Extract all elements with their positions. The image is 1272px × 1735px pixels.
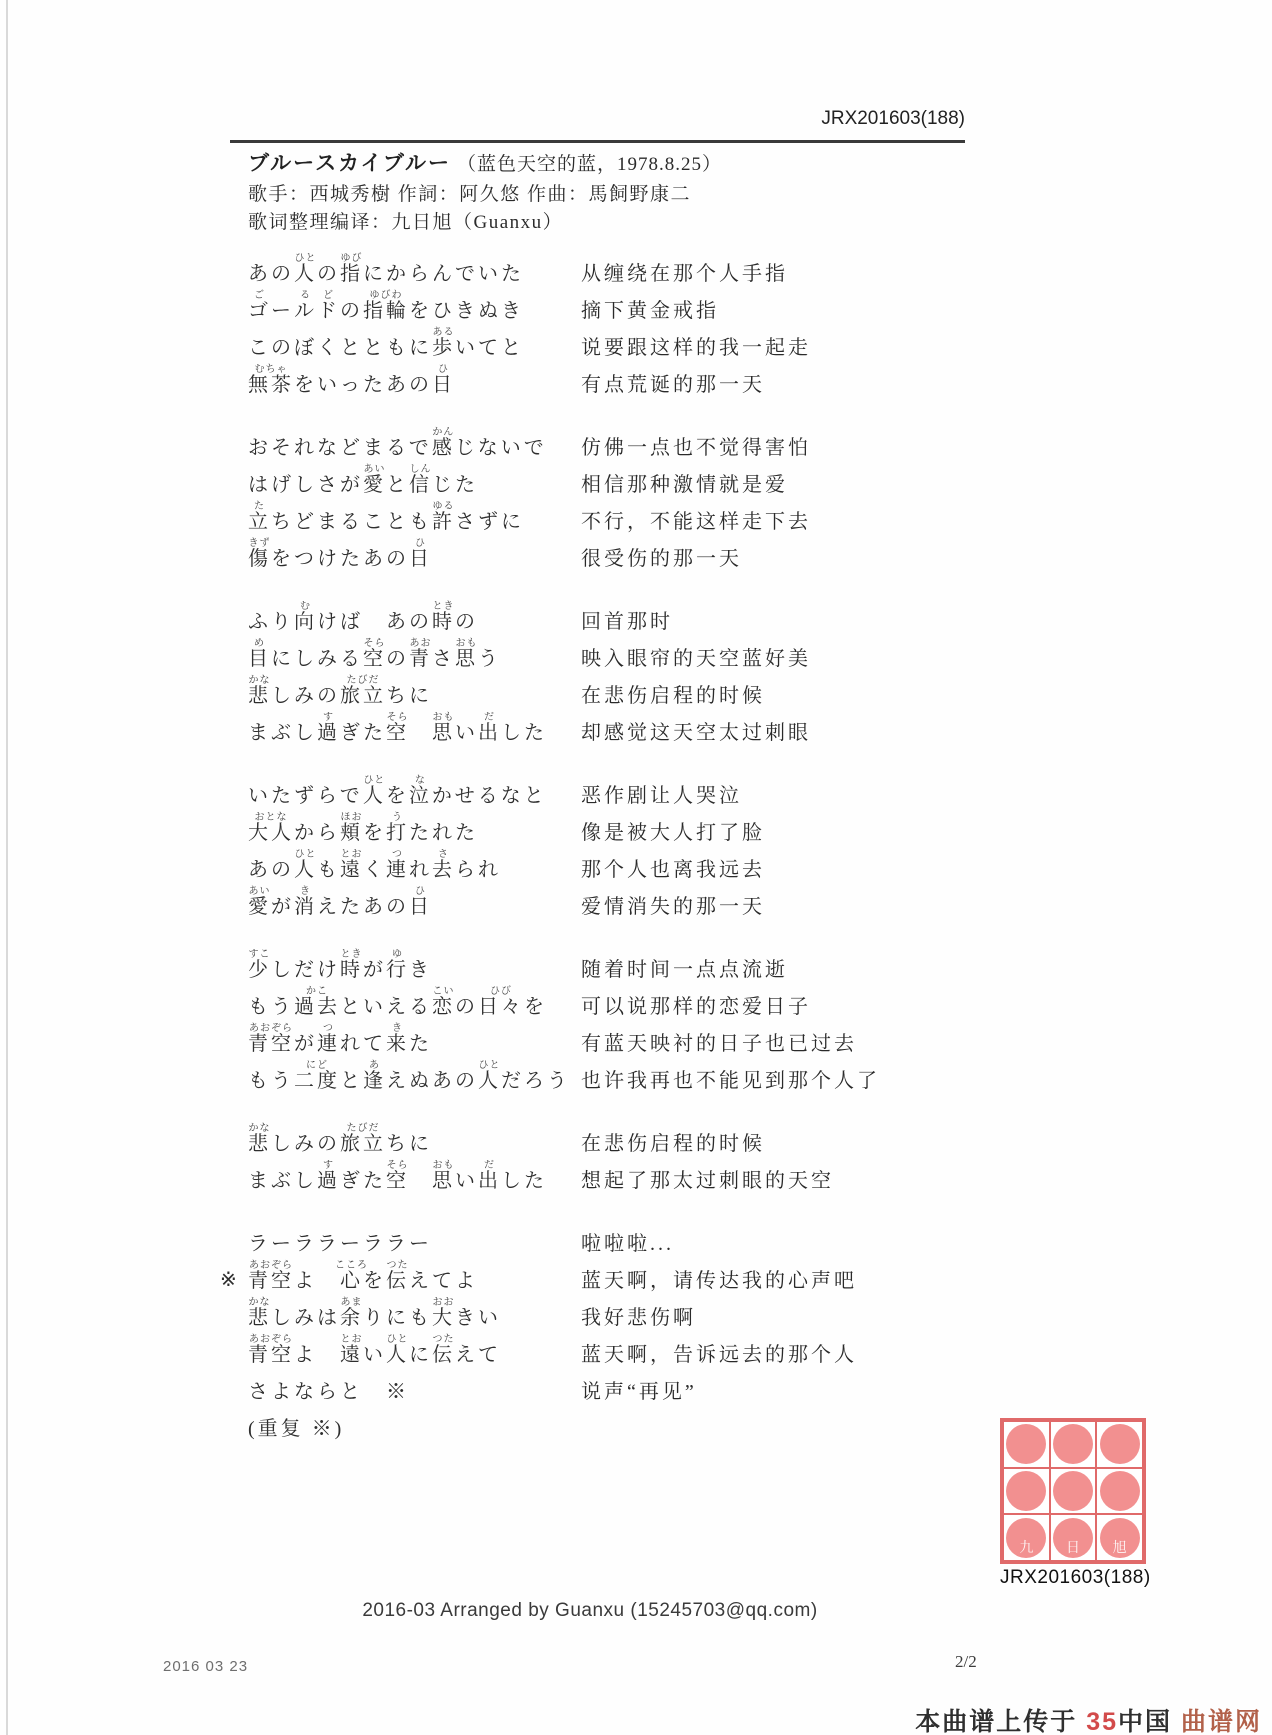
watermark-text: 中国 [1118, 1708, 1181, 1735]
lyric-chinese: 可以说那样的恋爱日子 [581, 996, 811, 1018]
lyric-line [248, 361, 1048, 398]
lyric-japanese: 悲かなしみは余あまりにも大おおきい [248, 1297, 501, 1329]
verse [220, 1220, 1048, 1442]
lyric-line [248, 324, 1048, 361]
lyric-japanese: 目めにしみる空そらの青あおさ思おもう [248, 638, 501, 670]
lyric-chinese: 随着时间一点点流逝 [581, 959, 788, 981]
stamp-circle [1100, 1471, 1140, 1511]
lyric-line [248, 250, 1048, 287]
lyric-japanese: 愛あいが消きえたあの日ひ [248, 886, 432, 918]
lyric-japanese: (重复 ※) [248, 1418, 345, 1440]
watermark-text: 本曲谱上传于 [915, 1708, 1087, 1735]
lyric-japanese: ふり向むけば あの時ときの [248, 601, 478, 633]
stamp-circle [1100, 1518, 1140, 1558]
lyric-chinese: 从缠绕在那个人手指 [581, 263, 788, 285]
lyric-chinese: 摘下黄金戒指 [581, 300, 719, 322]
lyric-japanese: このぼくとともに歩あるいてと [248, 327, 524, 359]
lyric-line [248, 424, 1048, 461]
lyric-chinese: 说要跟这样的我一起走 [581, 337, 811, 359]
stamp-circle [1006, 1518, 1046, 1558]
page-number: 2/2 [955, 1652, 977, 1671]
lyric-line [248, 809, 1048, 846]
lyric-japanese: 立たちどまることも許ゆるさずに [248, 501, 524, 533]
lyric-chinese: 在悲伤启程的时候 [581, 1133, 765, 1155]
lyric-line [248, 983, 1048, 1020]
site-watermark [915, 1702, 1262, 1735]
stamp-circle [1053, 1518, 1093, 1558]
editor-line: 歌词整理编译：九日旭（Guanxu） [248, 212, 564, 233]
lyric-japanese: まぶし過すぎた空そら 思おもい出だした [248, 712, 547, 744]
lyric-chinese: 我好悲伤啊 [581, 1307, 696, 1329]
stamp-circle [1100, 1424, 1140, 1464]
lyric-chinese: 却感觉这天空太过刺眼 [581, 722, 811, 744]
stamp-circle [1053, 1471, 1093, 1511]
lyric-japanese: 悲かなしみの旅立たびだちに [248, 1123, 432, 1155]
song-title: ブルースカイブルー [248, 151, 452, 175]
lyric-japanese: はげしさが愛あいと信しんじた [248, 464, 478, 496]
lyric-line [248, 287, 1048, 324]
lyric-line [248, 1020, 1048, 1057]
verse [248, 772, 1048, 920]
lyric-line [248, 1220, 1048, 1257]
lyric-japanese: おそれなどまるで感かんじないで [248, 427, 547, 459]
lyric-japanese: 少すこしだけ時ときが行ゆき [248, 949, 432, 981]
scan-edge-line [6, 0, 8, 1735]
verse [248, 424, 1048, 572]
lyric-japanese: あの人ひとの指ゆびにからんでいた [248, 253, 524, 285]
stamp-cell [1050, 1421, 1097, 1468]
lyric-chinese: 很受伤的那一天 [581, 548, 742, 570]
watermark-text: 曲谱网 [1180, 1708, 1262, 1735]
stamp-cell [1050, 1468, 1097, 1515]
stamp-circle [1006, 1424, 1046, 1464]
lyric-chinese: 有点荒诞的那一天 [581, 374, 765, 396]
lyric-chinese: 映入眼帘的天空蓝好美 [581, 648, 811, 670]
lyric-line [248, 1120, 1048, 1157]
lyric-line [248, 498, 1048, 535]
lyric-line [220, 1257, 1048, 1294]
lyric-chinese: 也许我再也不能见到那个人了 [581, 1070, 880, 1092]
stamp-cell [1003, 1514, 1050, 1561]
lyric-line [248, 1057, 1048, 1094]
stamp-grid [1000, 1418, 1146, 1564]
lyric-chinese: 在悲伤启程的时候 [581, 685, 765, 707]
lyric-chinese: 爱情消失的那一天 [581, 896, 765, 918]
stamp-cell [1096, 1468, 1143, 1515]
stamp-circle [1006, 1471, 1046, 1511]
verse [248, 598, 1048, 746]
lyric-line [248, 635, 1048, 672]
stamp-cell [1096, 1421, 1143, 1468]
lyric-japanese: 無茶むちゃをいったあの日ひ [248, 364, 455, 396]
doc-code: JRX201603(188) [821, 108, 965, 129]
lyric-line [248, 461, 1048, 498]
lyric-chinese: 回首那时 [581, 611, 673, 633]
lyric-line [248, 1331, 1048, 1368]
lyric-chinese: 相信那种激情就是爱 [581, 474, 788, 496]
lyric-japanese: もう過去かこといえる恋こいの日々ひびを [248, 986, 547, 1018]
lyric-japanese: 傷きずをつけたあの日ひ [248, 538, 432, 570]
lyric-chinese: 蓝天啊，告诉远去的那个人 [581, 1344, 857, 1366]
stamp-label: 九 [1019, 1540, 1034, 1556]
lyric-line [248, 772, 1048, 809]
lyric-japanese: あの人ひとも遠とおく連つれ去さられ [248, 849, 501, 881]
lyric-line [248, 1294, 1048, 1331]
lyric-japanese: 大人おとなから頬ほおを打うたれた [248, 812, 478, 844]
header-rule [230, 140, 965, 143]
title-line [248, 147, 722, 177]
lyric-line [248, 709, 1048, 746]
lyric-japanese: 青空あおぞらよ 心こころを伝つたえてよ [248, 1260, 478, 1292]
lyric-line [248, 535, 1048, 572]
lyric-line [248, 1368, 1048, 1405]
lyric-chinese: 仿佛一点也不觉得害怕 [581, 437, 811, 459]
song-title-note: （蓝色天空的蓝，1978.8.25） [457, 154, 723, 175]
lyric-chinese: 有蓝天映衬的日子也已过去 [581, 1033, 857, 1055]
arranged-by-line: 2016-03 Arranged by Guanxu (15245703@qq.com) [362, 1600, 818, 1621]
credits-line: 歌手：西城秀樹 作詞：阿久悠 作曲：馬飼野康二 [248, 184, 692, 205]
lyric-line [248, 846, 1048, 883]
lyric-chinese: 想起了那太过刺眼的天空 [581, 1170, 834, 1192]
lyric-chinese: 说声“再见” [581, 1381, 697, 1403]
footer-date: 2016 03 23 [163, 1658, 249, 1675]
repeat-marker: ※ [220, 1269, 237, 1291]
lyric-chinese: 蓝天啊，请传达我的心声吧 [581, 1270, 857, 1292]
lyric-japanese: まぶし過すぎた空そら 思おもい出だした [248, 1160, 547, 1192]
lyric-japanese: もう二度にどと逢あえぬあの人ひとだろう [248, 1060, 570, 1092]
lyric-japanese: さよならと ※ [248, 1381, 409, 1403]
lyric-line [248, 883, 1048, 920]
stamp-label: 日 [1065, 1540, 1080, 1556]
lyric-japanese: 悲かなしみの旅立たびだちに [248, 675, 432, 707]
lyric-line [248, 1157, 1048, 1194]
stamp-cell [1096, 1514, 1143, 1561]
lyrics-block [220, 250, 1048, 1468]
lyric-japanese: 青空あおぞらよ 遠とおい人ひとに伝つたえて [248, 1334, 501, 1366]
lyric-chinese: 那个人也离我远去 [581, 859, 765, 881]
lyric-chinese: 恶作剧让人哭泣 [581, 785, 742, 807]
verse [248, 250, 1048, 398]
lyric-japanese: ラーララーララー [248, 1233, 432, 1255]
lyric-japanese: ゴごールるドどの指輪ゆびわをひきぬき [248, 290, 524, 322]
stamp-cell [1003, 1421, 1050, 1468]
verse [248, 1120, 1048, 1194]
stamp-cell [1050, 1514, 1097, 1561]
lyric-line [248, 672, 1048, 709]
lyric-line [248, 946, 1048, 983]
stamp-circle [1053, 1424, 1093, 1464]
lyric-chinese: 啦啦啦... [581, 1233, 674, 1255]
stamp-caption: JRX201603(188) [1000, 1567, 1151, 1588]
stamp-label: 旭 [1112, 1540, 1127, 1556]
lyric-japanese: いたずらで人ひとを泣なかせるなと [248, 775, 547, 807]
seal-stamp [1000, 1418, 1150, 1589]
stamp-cell [1003, 1468, 1050, 1515]
lyric-japanese: 青空あおぞらが連つれて来きた [248, 1023, 432, 1055]
lyric-chinese: 像是被大人打了脸 [581, 822, 765, 844]
lyric-chinese: 不行，不能这样走下去 [581, 511, 811, 533]
lyric-line [248, 1405, 1048, 1442]
verse [248, 946, 1048, 1094]
lyric-line [248, 598, 1048, 635]
watermark-text: 35 [1086, 1708, 1119, 1735]
